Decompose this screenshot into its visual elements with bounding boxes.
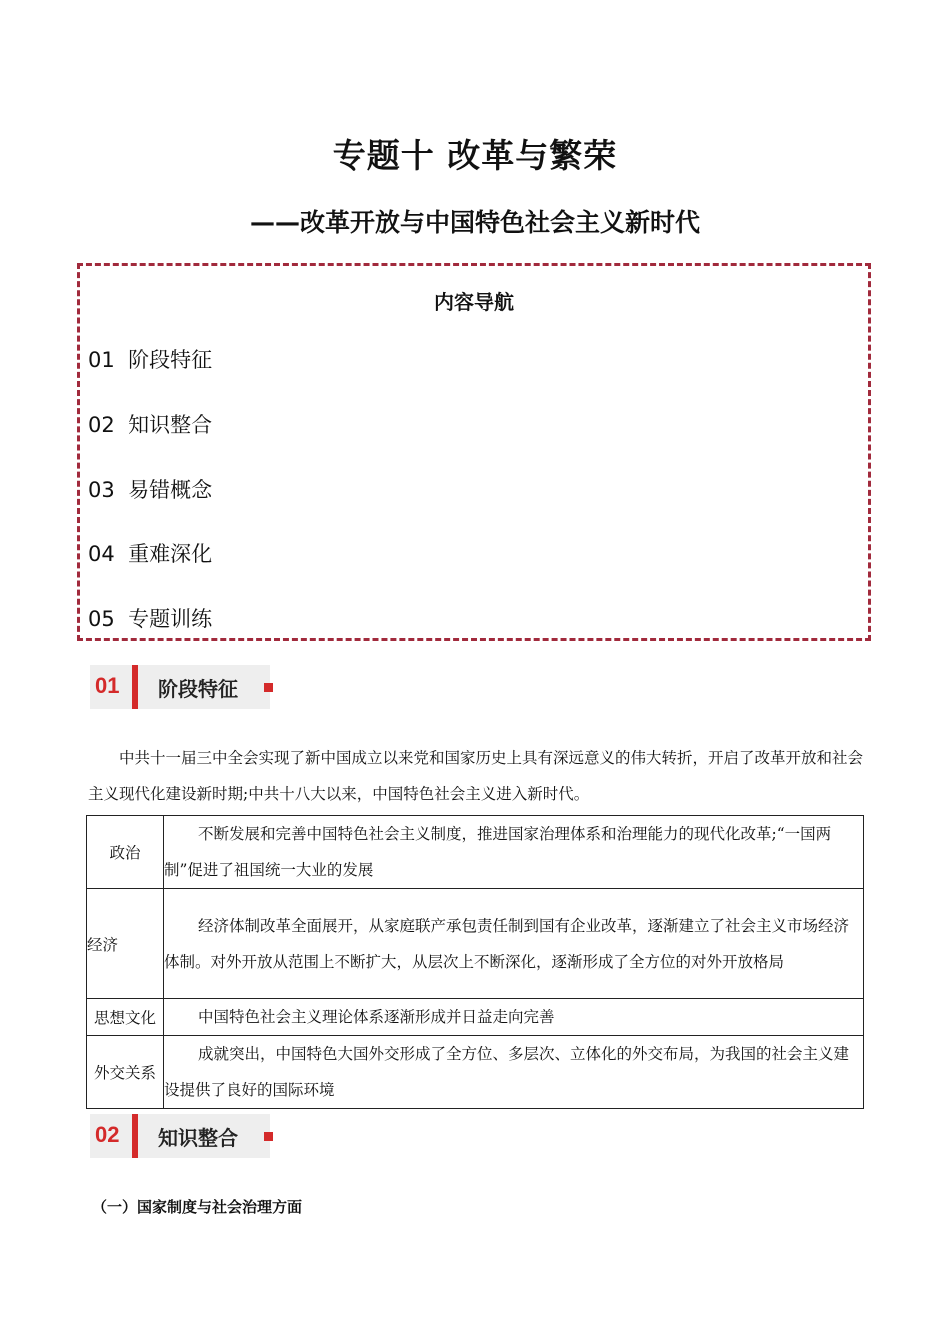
- stage-intro-paragraph: 中共十一届三中全会实现了新中国成立以来党和国家历史上具有深远意义的伟大转折，开启了改革开放和社会主义现代化建设新时期;中共十八大以来，中国特色社会主义进入新时代。: [88, 749, 864, 803]
- section-label: 知识整合: [158, 1126, 238, 1150]
- table-row: [87, 999, 864, 1036]
- row-category: 外交关系: [87, 1036, 164, 1109]
- nav-item-01[interactable]: 01 阶段特征: [88, 348, 213, 372]
- section-label: 阶段特征: [158, 677, 238, 701]
- table-row: [87, 889, 864, 999]
- section-header-02: [90, 1114, 270, 1158]
- row-category: 思想文化: [87, 999, 164, 1036]
- row-category: 政治: [87, 816, 164, 889]
- row-description: 中国特色社会主义理论体系逐渐形成并日益走向完善: [164, 999, 864, 1036]
- content-navigation-box: [77, 263, 871, 641]
- document-subtitle: ——改革开放与中国特色社会主义新时代: [249, 208, 700, 237]
- section-header-01: [90, 665, 270, 709]
- nav-item-05[interactable]: 05 专题训练: [88, 607, 213, 631]
- row-description: 经济体制改革全面展开，从家庭联产承包责任制到国有企业改革，逐渐建立了社会主义市场经济体制。对外开放从范围上不断扩大，从层次上不断深化，逐渐形成了全方位的对外开放格局: [164, 889, 864, 999]
- nav-item-03[interactable]: 03 易错概念: [88, 478, 213, 502]
- square-bullet-icon: [264, 683, 273, 692]
- section-number: 02: [95, 1122, 120, 1147]
- document-title: 专题十 改革与繁荣: [332, 136, 618, 175]
- section-number: 01: [95, 673, 120, 698]
- row-category: 经济: [87, 889, 164, 999]
- square-bullet-icon: [264, 1132, 273, 1141]
- section-accent-bar: [132, 1114, 138, 1158]
- nav-item-02[interactable]: 02 知识整合: [88, 413, 213, 437]
- section-accent-bar: [132, 665, 138, 709]
- nav-item-04[interactable]: 04 重难深化: [88, 542, 213, 566]
- row-description: 不断发展和完善中国特色社会主义制度，推进国家治理体系和治理能力的现代化改革;“一国两制”促进了祖国统一大业的发展: [164, 816, 864, 889]
- nav-title: 内容导航: [434, 290, 514, 314]
- sub-heading: （一）国家制度与社会治理方面: [92, 1198, 303, 1216]
- table-row: [87, 816, 864, 889]
- stage-features-table: [86, 815, 864, 1109]
- table-row: [87, 1036, 864, 1109]
- row-description: 成就突出，中国特色大国外交形成了全方位、多层次、立体化的外交布局，为我国的社会主义建设提供了良好的国际环境: [164, 1036, 864, 1109]
